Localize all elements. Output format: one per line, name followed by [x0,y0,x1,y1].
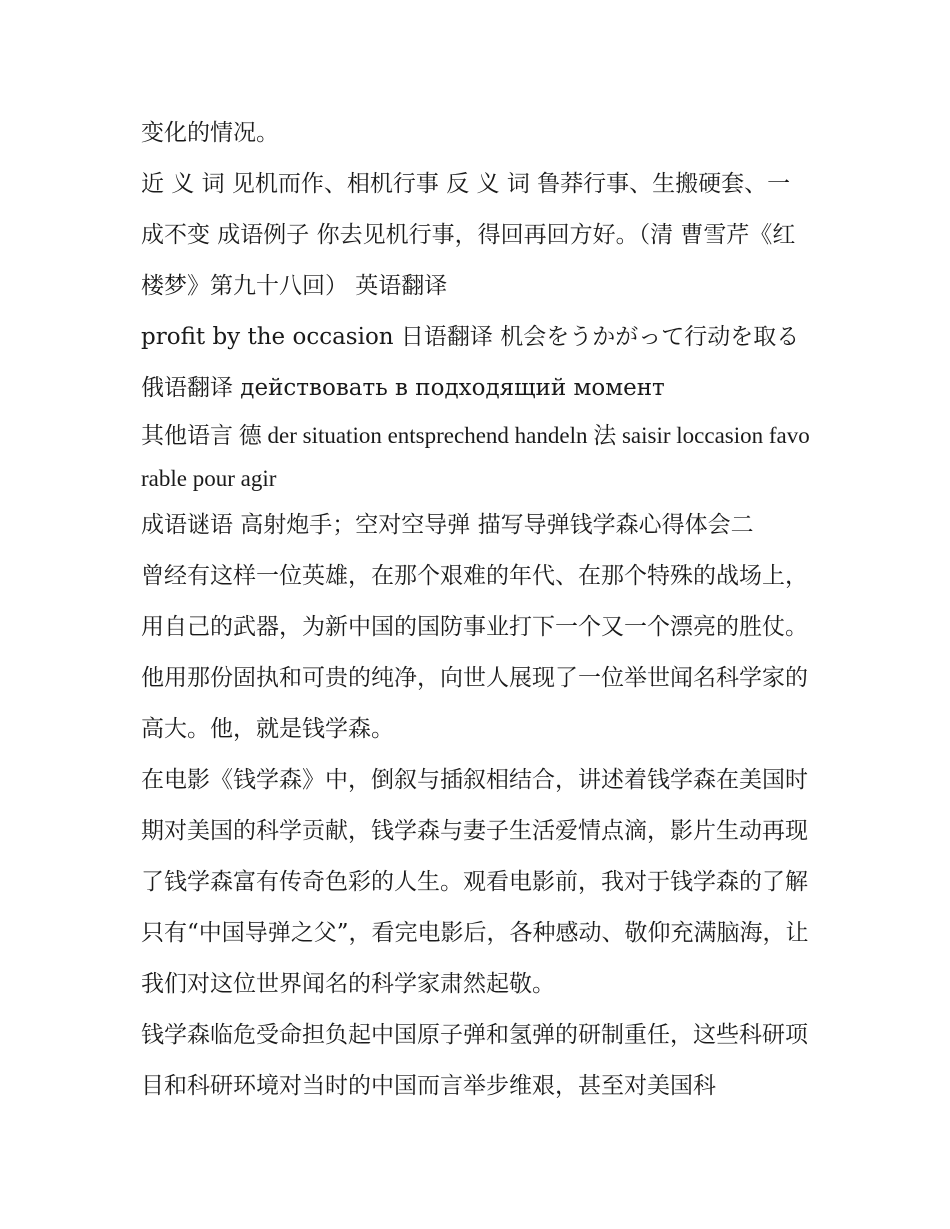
paragraph-8: 在电影《钱学森》中，倒叙与插叙相结合，讲述着钱学森在美国时期对美国的科学贡献，钱学森与妻子生活爱情点滴，影片生动再现了钱学森富有传奇色彩的人生。观看电影前，我对于钱学森的了解只有“中国导弹之父”，看完电影后，各种感动、敬仰充满脑海，让我们对这位世界闻名的科学家肃然起敬。 [141,767,809,997]
paragraph-4: 俄语翻译 действовать в подходящий момент [141,375,665,401]
paragraph-9: 钱学森临危受命担负起中国原子弹和氢弹的研制重任，这些科研项目和科研环境对当时的中国而言举步维艰，甚至对美国科 [141,1022,808,1099]
document-body [141,108,813,1112]
paragraph-5: 其他语言 德 der situation entsprechend handeln 法 saisir loccasion favorable pour agir [141,423,810,491]
paragraph-1: 变化的情况。 [141,120,279,146]
paragraph-2: 近 义 词 见机而作、相机行事 反 义 词 鲁莽行事、生搬硬套、一成不变 成语例子 你去见机行事，得回再回方好。（清 曹雪芹《红楼梦》第九十八回） 英语翻译 [141,171,796,299]
paragraph-3: profit by the occasion 日语翻译 机会をうかがって行动を取る [141,324,800,350]
paragraph-6: 成语谜语 高射炮手；空对空导弹 描写导弹钱学森心得体会二 [141,512,754,538]
paragraph-7: 曾经有这样一位英雄，在那个艰难的年代、在那个特殊的战场上，用自己的武器，为新中国的国防事业打下一个又一个漂亮的胜仗。他用那份固执和可贵的纯净，向世人展现了一位举世闻名科学家的高大。他，就是钱学森。 [141,563,808,742]
